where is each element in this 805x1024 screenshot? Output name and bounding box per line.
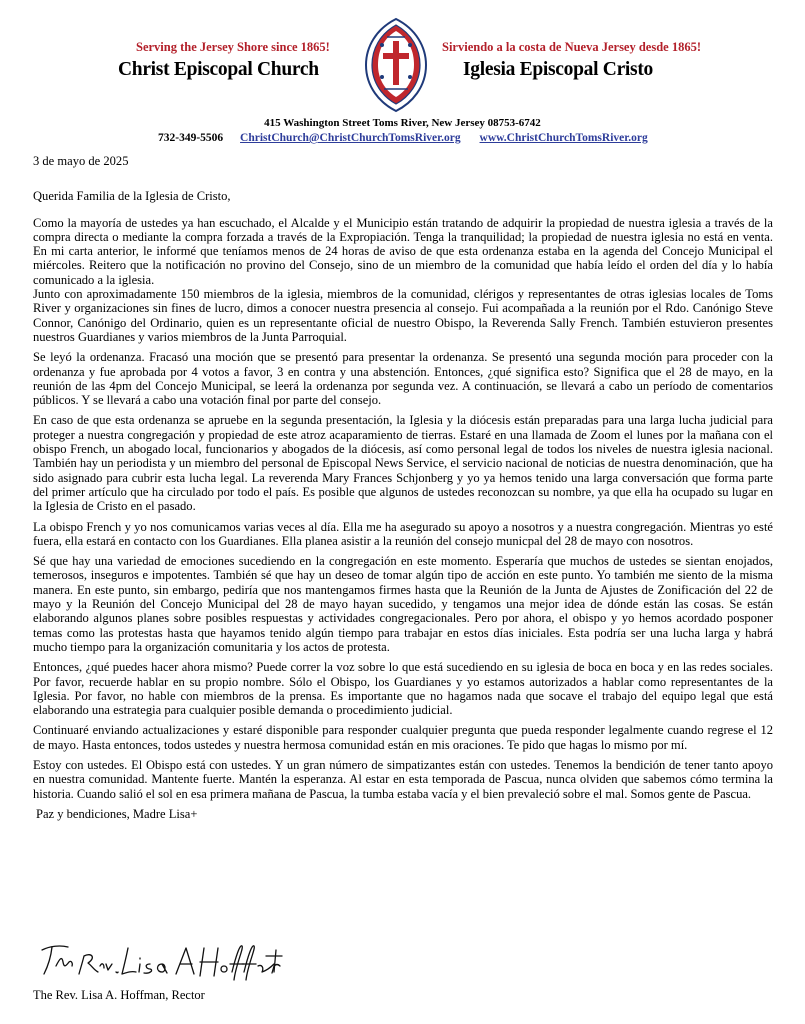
letter-paragraph: Junto con aproximadamente 150 miembros de la iglesia, miembros de la comunidad, clérigos y representantes de otras iglesias locales de Toms River y organizaciones sin fines de lucro, dimos a conocer nuestra presencia al consejo. Fui acompañada a la reunión por el Rdo. Canónigo Steve Connor, Canónigo del Ordinario, quien es un representante oficial de nuestro Obispo, la Reverenda Sally French. También estuvieron presentes nuestros Guardianes y varios miembros de la Junta Parroquial. bbox=[33, 287, 773, 344]
letter-closing: Paz y bendiciones, Madre Lisa+ bbox=[36, 806, 198, 821]
church-seal-icon bbox=[364, 17, 428, 113]
website-link[interactable]: www.ChristChurchTomsRiver.org bbox=[479, 132, 648, 144]
contact-line bbox=[158, 132, 648, 144]
tagline-spanish: Sirviendo a la costa de Nueva Jersey desde 1865! bbox=[442, 40, 702, 54]
signer-name: The Rev. Lisa A. Hoffman, Rector bbox=[33, 988, 205, 1002]
letter-paragraph: Como la mayoría de ustedes ya han escuchado, el Alcalde y el Municipio están tratando de adquirir la propiedad de nuestra iglesia a través de la compra directa o mediante la compra forzada a través de la Expropiación. Tenga la tranquilidad; la propiedad de nuestra iglesia no está en venta. En mi carta anterior, le informé que teníamos menos de 24 horas de aviso de que esta ordenanza estaba en la agenda del Concejo Municipal el miércoles. Reitero que la notificación no provino del Consejo, sino de un miembro de la comunidad que había leído el orden del día y lo había comunicado a la iglesia. bbox=[33, 215, 773, 287]
letter-paragraph: Estoy con ustedes. El Obispo está con ustedes. Y un gran número de simpatizantes están con ustedes. Tenemos la bendición de tener tanto apoyo en nuestra comunidad. Mantente fuerte. Mantén la esperanza. Al estar en esta temporada de Pascua, nunca olviden que sabemos cómo termina la historia. Cuando salió el sol en esa primera mañana de Pascua, la tumba estaba vacía y el bien prevaleció sobre el mal. Somos gente de Pascua. bbox=[33, 757, 773, 801]
phone-number: 732-349-5506 bbox=[158, 132, 224, 144]
church-name-spanish: Iglesia Episcopal Cristo bbox=[463, 59, 653, 80]
handwritten-signature bbox=[36, 936, 286, 984]
letter-date: 3 de mayo de 2025 bbox=[33, 154, 129, 168]
letter-paragraph: Sé que hay una variedad de emociones sucediendo en la congregación en este momento. Esperaría que muchos de ustedes se sientan enojados, temerosos, inseguros e impotentes. También sé que hay un deseo de tomar algún tipo de acción en este punto. Yo también me siento de la misma manera. En este punto, sin embargo, pediría que nos mantengamos firmes hasta que la Reunión de la Junta de Ajustes de Zonificación del 22 de mayo y la Reunión del Concejo Municipal del 28 de mayo hayan sucedido, y tengamos una mejor idea de dónde están las cosas. Se están elaborando algunos planes sobre posibles respuestas y actividades congregacionales. Pero por ahora, el obispo y yo hemos acordado posponer temas como las protestas hasta que hayamos tenido algún tiempo para trabajar en estos días iniciales. Esta podría ser una lucha larga y habrá mucho tiempo para la organización comunitaria y los actos de protesta. bbox=[33, 554, 773, 654]
letter-paragraph: En caso de que esta ordenanza se apruebe en la segunda presentación, la Iglesia y la diócesis están preparadas para una larga lucha judicial para proteger a nuestra congregación y propiedad de este atroz acaparamiento de tierras. Estaré en una llamada de Zoom el lunes por la mañana con el obispo French, un abogado local, funcionarios y abogados de la diócesis, así como personal legal de todos los niveles de nuestra iglesia nacional. También hay un periodista y un miembro del personal de Episcopal News Service, el servicio nacional de noticias de nuestra denominación, que ha sido asignado para cubrir esta lucha legal. La reverenda Mary Frances Schjonberg y yo ya hemos tenido una larga conversación que forma parte del primer artículo que ha circulado por todo el país. Es posible que algunos de ustedes reconozcan su nombre, ya que ella ha ocupado su lugar en la Iglesia de Cristo en el pasado. bbox=[33, 413, 773, 514]
letter-paragraph: Se leyó la ordenanza. Fracasó una moción que se presentó para presentar la ordenanza. Se presentó una segunda moción para proceder con la ordenanza y fue aprobada por 4 votos a favor, 3 en contra y una abstención. Entonces, ¿qué significa esto? Significa que el 28 de mayo, en la reunión de las 4pm del Concejo Municipal, se leerá la ordenanza por segunda vez. A continuación, se llevará a cabo un período de comentarios públicos. Y se llevará a cabo una votación final por parte del consejo. bbox=[33, 350, 773, 408]
church-name-english: Christ Episcopal Church bbox=[118, 59, 319, 80]
church-address: 415 Washington Street Toms River, New Jersey 08753-6742 bbox=[264, 117, 541, 129]
letter-paragraph: Entonces, ¿qué puedes hacer ahora mismo? Puede correr la voz sobre lo que está sucediendo en su iglesia de boca en boca y en las redes sociales. Por favor, recuerde hablar en su propio nombre. Sólo el Obispo, los Guardianes y yo estamos autorizados a hablar como representantes de la Iglesia. Por favor, no hable con miembros de la prensa. Es importante que no hagamos nada que socave el trabajo del equipo legal que está elaborando una estrategia para cualquier posible demanda o procedimiento judicial. bbox=[33, 660, 773, 718]
letter-paragraph: La obispo French y yo nos comunicamos varias veces al día. Ella me ha asegurado su apoyo a nosotros y a nuestra congregación. Mientras yo esté fuera, ella estará en contacto con los Guardianes. Ella planea asistir a la reunión del consejo municpal del 28 de mayo con nosotros. bbox=[33, 519, 773, 548]
email-link[interactable]: ChristChurch@ChristChurchTomsRiver.org bbox=[240, 132, 461, 144]
tagline-english: Serving the Jersey Shore since 1865! bbox=[136, 40, 330, 54]
letter-body bbox=[33, 154, 773, 821]
letter-greeting: Querida Familia de la Iglesia de Cristo, bbox=[33, 189, 231, 204]
letter-paragraph: Continuaré enviando actualizaciones y estaré disponible para responder cualquier pregunta que pueda responder legalmente cuando regrese el 12 de mayo. Hasta entonces, todos ustedes y nuestra hermosa comunidad están en mis oraciones. Te pido que hagas lo mismo por mí. bbox=[33, 723, 773, 752]
